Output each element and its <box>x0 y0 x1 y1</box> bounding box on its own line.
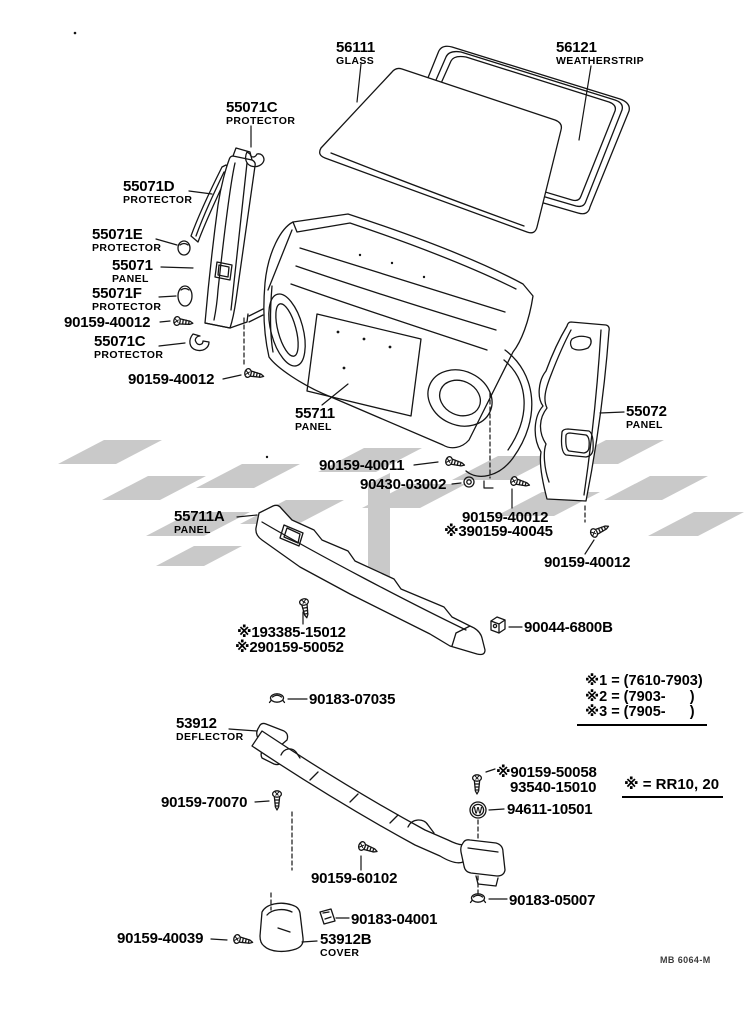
part-label-55072 <box>626 404 667 431</box>
part-label-9015940011 <box>319 458 404 473</box>
part-code: 55071D <box>123 178 175 195</box>
model-applicability-note: ※ = RR10, 20 <box>622 775 723 798</box>
part-code: 90159-40012 <box>64 314 151 331</box>
part-name: PROTECTOR <box>123 194 193 206</box>
part-name: PANEL <box>295 421 332 433</box>
part-code: 55071C <box>94 333 146 350</box>
part-label-9015960102 <box>311 871 397 886</box>
part-label-19338515012 <box>237 625 346 640</box>
part-label-56111 <box>336 40 375 67</box>
notes-block <box>577 674 707 726</box>
document-code: MB 6064-M <box>660 955 711 965</box>
part-label-55711 <box>295 406 335 433</box>
part-code: 94611-10501 <box>507 801 593 818</box>
part-code: 55711A <box>174 508 225 525</box>
part-label-9461110501 <box>507 802 592 817</box>
part-code: 90159-70070 <box>161 794 248 811</box>
part-code: 90159-40011 <box>319 457 405 474</box>
part-label-55071C <box>226 100 295 127</box>
part-label-900446800B <box>524 620 613 635</box>
part-code: 90183-04001 <box>351 911 438 928</box>
part-label-9015940012 <box>128 372 214 387</box>
part-code: 93540-15010 <box>510 779 597 796</box>
part-label-53912 <box>176 716 244 743</box>
part-code: 53912 <box>176 715 217 732</box>
part-code: ※390159-40045 <box>444 523 553 540</box>
part-code: 90044-6800B <box>524 619 613 636</box>
part-code: 53912B <box>320 931 372 948</box>
part-label-55071F <box>92 286 161 313</box>
part-code: 55071E <box>92 226 143 243</box>
part-code: ※193385-15012 <box>237 624 346 641</box>
part-code: 55071C <box>226 99 278 116</box>
part-code: 55071 <box>112 257 153 274</box>
note-line-3: ※3 = (7905- ) <box>585 704 695 720</box>
part-label-9015940012 <box>64 315 150 330</box>
part-name: PANEL <box>626 419 663 431</box>
note-line-1: ※1 = (7610-7903) <box>585 673 703 689</box>
part-code: 55711 <box>295 405 335 422</box>
part-label-55071D <box>123 179 192 206</box>
part-name: WEATHERSTRIP <box>556 55 645 67</box>
washer-w-letter: W <box>473 805 483 816</box>
part-code: 90159-60102 <box>311 870 398 887</box>
part-code: 90159-40012 <box>128 371 215 388</box>
part-label-9015940039 <box>117 931 203 946</box>
part-code: 90159-40039 <box>117 930 204 947</box>
part-label-29015950052 <box>235 640 344 655</box>
part-code: 55072 <box>626 403 667 420</box>
part-label-9018304001 <box>351 912 437 927</box>
part-label-9018307035 <box>309 692 395 707</box>
part-name: PROTECTOR <box>94 349 164 361</box>
part-label-55711A <box>174 509 225 536</box>
part-label-55071E <box>92 227 161 254</box>
part-code: 56121 <box>556 39 597 56</box>
part-label-55071C <box>94 334 163 361</box>
part-label-9015950058 <box>496 765 597 780</box>
part-code: 90430-03002 <box>360 476 447 493</box>
part-name: GLASS <box>336 55 375 67</box>
part-label-39015940045 <box>444 524 553 539</box>
part-code: ※90159-50058 <box>496 764 597 781</box>
part-code: 90159-40012 <box>462 509 549 526</box>
note-line-2: ※2 = (7903- ) <box>585 688 695 705</box>
part-label-9015940012 <box>544 555 630 570</box>
part-name: DEFLECTOR <box>176 731 244 743</box>
part-code: 90183-05007 <box>509 892 596 909</box>
part-code: 56111 <box>336 39 376 56</box>
part-name: PROTECTOR <box>92 301 162 313</box>
part-code: 90159-40012 <box>544 554 631 571</box>
part-name: PANEL <box>174 524 211 536</box>
part-name: COVER <box>320 947 360 959</box>
part-code: 55071F <box>92 285 142 302</box>
part-label-53912B <box>320 932 371 959</box>
part-label-9015970070 <box>161 795 247 810</box>
part-code: 90183-07035 <box>309 691 396 708</box>
part-label-55071 <box>112 258 153 285</box>
part-name: PANEL <box>112 273 149 285</box>
part-name: PROTECTOR <box>92 242 162 254</box>
part-label-9018305007 <box>509 893 595 908</box>
part-label-56121 <box>556 40 644 67</box>
part-label-9043003002 <box>360 477 446 492</box>
part-label-9354015010 <box>510 780 596 795</box>
part-name: PROTECTOR <box>226 115 296 127</box>
part-code: ※290159-50052 <box>235 639 344 656</box>
